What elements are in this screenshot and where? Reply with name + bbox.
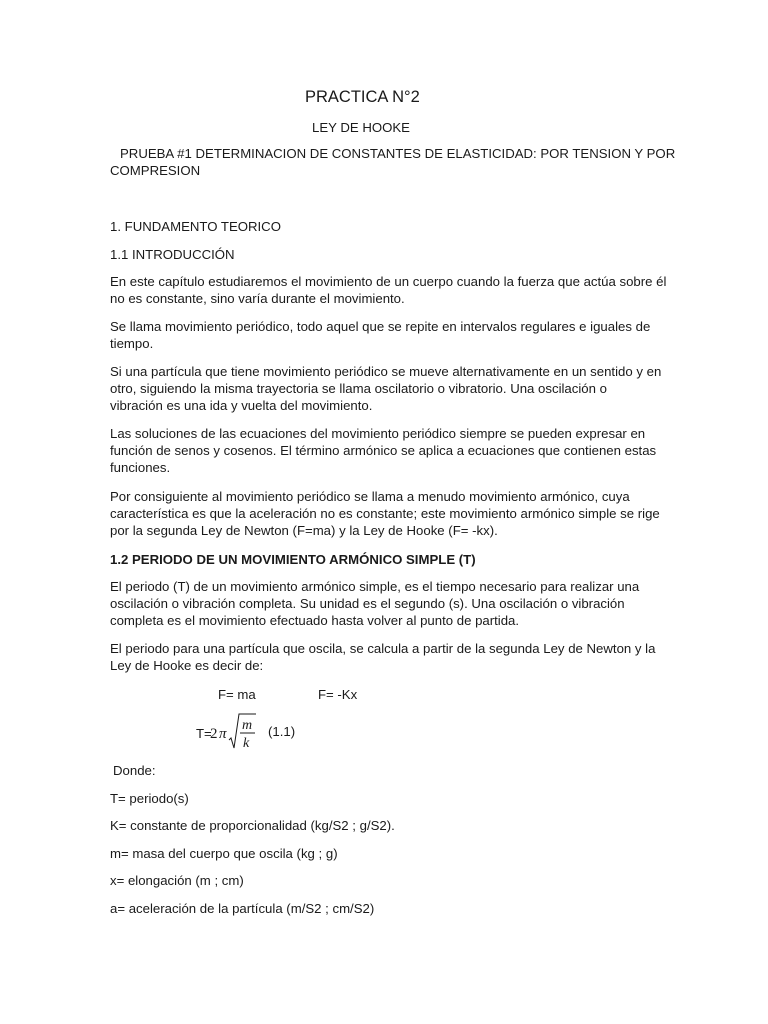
donde-label: Donde:	[113, 763, 156, 778]
paragraph-line: Se llama movimiento periódico, todo aquel que se repite en intervalos regulares e iguales de	[110, 319, 651, 334]
section-heading-periodo: 1.2 PERIODO DE UN MOVIMIENTO ARMÓNICO SIMPLE (T)	[110, 552, 476, 567]
section-heading-fundamento: 1. FUNDAMENTO TEORICO	[110, 219, 281, 234]
definition-item: x= elongación (m ; cm)	[110, 873, 244, 888]
paragraph-line: oscilación o vibración completa. Su unidad es el segundo (s). Una oscilación o vibración	[110, 596, 625, 611]
hooke-formula: F= -Kx	[318, 687, 358, 702]
paragraph	[110, 425, 670, 476]
paragraph-line: tiempo.	[110, 336, 154, 351]
paragraph-line: función de senos y cosenos. El término armónico se aplica a ecuaciones que contienen estas	[110, 443, 657, 458]
paragraph	[110, 318, 670, 352]
definition-item: a= aceleración de la partícula (m/S2 ; cm/S2)	[110, 901, 375, 916]
newton-formula: F= ma	[218, 687, 256, 702]
paragraph	[110, 578, 670, 629]
paragraph-line: completa es el movimiento efectuado hasta volver al punto de partida.	[110, 613, 520, 628]
paragraph-line: Si una partícula que tiene movimiento periódico se mueve alternativamente en un sentido y en	[110, 364, 662, 379]
period-formula-expression	[210, 712, 264, 754]
paragraph-line: Las soluciones de las ecuaciones del movimiento periódico siempre se pueden expresar en	[110, 426, 646, 441]
paragraph-line: característica es que la aceleración no es constante; este movimiento armónico simple se rige	[110, 506, 660, 521]
paragraph-line: otro, siguiendo la misma trayectoria se llama oscilatorio o vibratorio. Una oscilación o	[110, 381, 607, 396]
definition-item: T= periodo(s)	[110, 791, 189, 806]
test-heading	[110, 145, 676, 179]
paragraph-line: funciones.	[110, 460, 171, 475]
period-formula-label: T=	[196, 726, 212, 741]
paragraph	[110, 640, 670, 674]
document-title: PRACTICA N°2	[305, 88, 420, 106]
formula-pi: π	[219, 726, 227, 742]
definition-item: m= masa del cuerpo que oscila (kg ; g)	[110, 846, 338, 861]
formula-denominator: k	[243, 736, 250, 751]
paragraph-line: El periodo (T) de un movimiento armónico simple, es el tiempo necesario para realizar una	[110, 579, 640, 594]
formula-coefficient: 2	[210, 726, 218, 742]
test-heading-line-2: COMPRESION	[110, 163, 201, 178]
formula-numerator: m	[242, 718, 253, 733]
paragraph	[110, 488, 670, 539]
definition-item: K= constante de proporcionalidad (kg/S2 ; g/S2).	[110, 818, 395, 833]
paragraph	[110, 273, 670, 307]
section-heading-introduccion: 1.1 INTRODUCCIÓN	[110, 247, 235, 262]
paragraph-line: En este capítulo estudiaremos el movimiento de un cuerpo cuando la fuerza que actúa sobre él	[110, 274, 667, 289]
paragraph	[110, 363, 670, 414]
paragraph-line: Por consiguiente al movimiento periódico se llama a menudo movimiento armónico, cuya	[110, 489, 630, 504]
document-subtitle: LEY DE HOOKE	[312, 120, 410, 135]
test-heading-line-1: PRUEBA #1 DETERMINACION DE CONSTANTES DE ELASTICIDAD: POR TENSION Y POR	[120, 146, 676, 161]
paragraph-line: Ley de Hooke es decir de:	[110, 658, 264, 673]
paragraph-line: vibración es una ida y vuelta del movimiento.	[110, 398, 373, 413]
paragraph-line: por la segunda Ley de Newton (F=ma) y la Ley de Hooke (F= -kx).	[110, 523, 498, 538]
equation-number: (1.1)	[268, 724, 296, 739]
period-formula	[196, 712, 306, 754]
paragraph-line: no es constante, sino varía durante el movimiento.	[110, 291, 405, 306]
paragraph-line: El periodo para una partícula que oscila, se calcula a partir de la segunda Ley de Newton y la	[110, 641, 656, 656]
force-formulas	[0, 686, 768, 704]
